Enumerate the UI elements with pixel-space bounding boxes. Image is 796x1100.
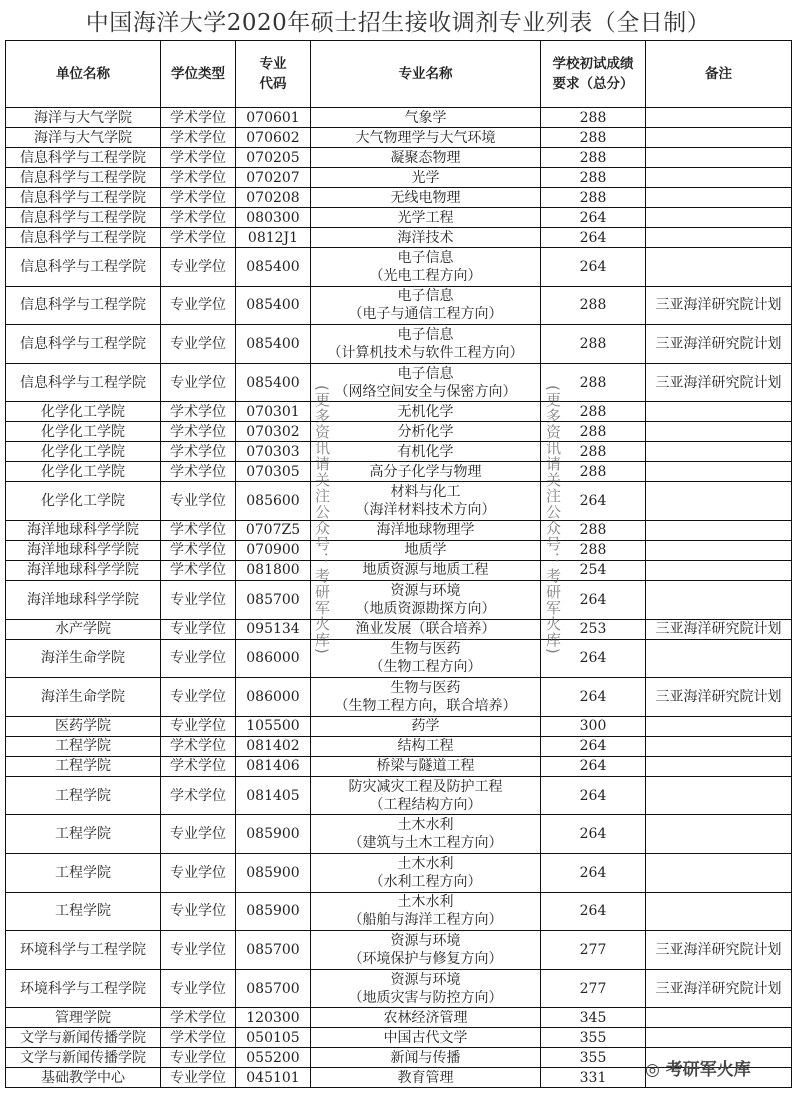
table-row <box>6 853 792 892</box>
cell-degree-type: 专业学位 <box>161 286 236 325</box>
cell-remark <box>646 815 792 854</box>
table-row <box>6 736 792 756</box>
cell-unit-name: 化学化工学院 <box>6 482 161 521</box>
cell-remark <box>646 560 792 580</box>
cell-degree-type: 学术学位 <box>161 756 236 776</box>
wechat-logo <box>645 1055 751 1080</box>
cell-degree-type: 专业学位 <box>161 619 236 639</box>
cell-degree-type: 学术学位 <box>161 208 236 228</box>
cell-major-name: 高分子化学与物理 <box>311 462 541 482</box>
cell-min-score: 264 <box>541 482 646 521</box>
cell-min-score: 288 <box>541 188 646 208</box>
table-row <box>6 228 792 248</box>
cell-unit-name: 信息科学与工程学院 <box>6 248 161 287</box>
cell-min-score: 288 <box>541 402 646 422</box>
cell-major-code: 070207 <box>236 168 311 188</box>
table-row <box>6 716 792 736</box>
cell-degree-type: 专业学位 <box>161 853 236 892</box>
table-row <box>6 108 792 128</box>
cell-major-code: 0707Z5 <box>236 520 311 540</box>
table-row <box>6 325 792 364</box>
cell-degree-type: 学术学位 <box>161 228 236 248</box>
cell-major-code: 070900 <box>236 540 311 560</box>
cell-degree-type: 专业学位 <box>161 815 236 854</box>
cell-remark: 三亚海洋研究院计划 <box>646 969 792 1008</box>
cell-major-code: 085900 <box>236 815 311 854</box>
cell-major-code: 085400 <box>236 286 311 325</box>
cell-min-score: 253 <box>541 619 646 639</box>
cell-unit-name: 工程学院 <box>6 776 161 815</box>
cell-unit-name: 工程学院 <box>6 815 161 854</box>
cell-remark <box>646 402 792 422</box>
cell-min-score: 264 <box>541 248 646 287</box>
cell-min-score: 264 <box>541 580 646 619</box>
cell-degree-type: 学术学位 <box>161 736 236 756</box>
cell-remark <box>646 540 792 560</box>
cell-unit-name: 海洋生命学院 <box>6 639 161 678</box>
cell-unit-name: 信息科学与工程学院 <box>6 168 161 188</box>
cell-major-name: 电子信息 （网络空间安全与保密方向） <box>311 363 541 402</box>
cell-major-code: 050105 <box>236 1028 311 1048</box>
cell-remark: 三亚海洋研究院计划 <box>646 678 792 717</box>
cell-min-score: 345 <box>541 1008 646 1028</box>
page-title: 中国海洋大学2020年硕士招生接收调剂专业列表（全日制） <box>85 10 711 36</box>
cell-remark <box>646 736 792 756</box>
cell-unit-name: 海洋生命学院 <box>6 678 161 717</box>
cell-major-name: 分析化学 <box>311 422 541 442</box>
cell-major-name: 材料与化工 （海洋材料技术方向） <box>311 482 541 521</box>
cell-major-code: 086000 <box>236 678 311 717</box>
cell-degree-type: 学术学位 <box>161 560 236 580</box>
table-row <box>6 208 792 228</box>
cell-major-code: 081406 <box>236 756 311 776</box>
cell-min-score: 355 <box>541 1048 646 1068</box>
cell-major-name: 海洋技术 <box>311 228 541 248</box>
cell-major-code: 070208 <box>236 188 311 208</box>
cell-major-name: 海洋地球物理学 <box>311 520 541 540</box>
cell-min-score: 288 <box>541 462 646 482</box>
cell-degree-type: 学术学位 <box>161 1008 236 1028</box>
cell-degree-type: 专业学位 <box>161 482 236 521</box>
cell-remark: 三亚海洋研究院计划 <box>646 286 792 325</box>
table-row <box>6 678 792 717</box>
cell-unit-name: 工程学院 <box>6 892 161 931</box>
cell-remark <box>646 1028 792 1048</box>
cell-remark <box>646 188 792 208</box>
cell-degree-type: 学术学位 <box>161 442 236 462</box>
table-row <box>6 422 792 442</box>
cell-major-name: 大气物理学与大气环境 <box>311 128 541 148</box>
table-row <box>6 520 792 540</box>
cell-min-score: 264 <box>541 756 646 776</box>
header-degree-type: 学位类型 <box>161 41 236 108</box>
table-row <box>6 892 792 931</box>
cell-major-name: 结构工程 <box>311 736 541 756</box>
cell-unit-name: 基础教学中心 <box>6 1068 161 1088</box>
table-row <box>6 969 792 1008</box>
cell-degree-type: 专业学位 <box>161 931 236 970</box>
cell-min-score: 300 <box>541 716 646 736</box>
cell-major-name: 电子信息 （电子与通信工程方向） <box>311 286 541 325</box>
cell-major-name: 桥梁与隧道工程 <box>311 756 541 776</box>
cell-unit-name: 信息科学与工程学院 <box>6 286 161 325</box>
cell-major-code: 085600 <box>236 482 311 521</box>
cell-unit-name: 化学化工学院 <box>6 422 161 442</box>
cell-min-score: 277 <box>541 931 646 970</box>
cell-degree-type: 学术学位 <box>161 402 236 422</box>
majors-table <box>5 40 792 1088</box>
cell-unit-name: 管理学院 <box>6 1008 161 1028</box>
cell-major-code: 070303 <box>236 442 311 462</box>
cell-unit-name: 化学化工学院 <box>6 462 161 482</box>
cell-min-score: 264 <box>541 639 646 678</box>
cell-major-code: 081402 <box>236 736 311 756</box>
cell-remark <box>646 248 792 287</box>
table-row <box>6 756 792 776</box>
cell-major-name: 农林经济管理 <box>311 1008 541 1028</box>
cell-unit-name: 海洋地球科学学院 <box>6 540 161 560</box>
cell-min-score: 288 <box>541 540 646 560</box>
cell-major-name: 资源与环境 （环境保护与修复方向） <box>311 931 541 970</box>
cell-major-code: 085400 <box>236 248 311 287</box>
cell-major-name: 土木水利 （建筑与土木工程方向） <box>311 815 541 854</box>
cell-unit-name: 海洋地球科学学院 <box>6 560 161 580</box>
cell-major-code: 085400 <box>236 325 311 364</box>
cell-major-code: 085900 <box>236 892 311 931</box>
table-row <box>6 1008 792 1028</box>
cell-major-code: 0812J1 <box>236 228 311 248</box>
cell-major-code: 080300 <box>236 208 311 228</box>
cell-min-score: 264 <box>541 208 646 228</box>
cell-major-name: 无线电物理 <box>311 188 541 208</box>
cell-degree-type: 学术学位 <box>161 168 236 188</box>
cell-major-name: 资源与环境 （地质灾害与防控方向） <box>311 969 541 1008</box>
cell-min-score: 288 <box>541 325 646 364</box>
cell-major-name: 有机化学 <box>311 442 541 462</box>
cell-major-code: 085700 <box>236 969 311 1008</box>
logo-text: 考研军火库 <box>665 1060 751 1080</box>
cell-min-score: 264 <box>541 815 646 854</box>
cell-major-code: 070601 <box>236 108 311 128</box>
header-major-name: 专业名称 <box>311 41 541 108</box>
header-remark: 备注 <box>646 41 792 108</box>
cell-unit-name: 信息科学与工程学院 <box>6 363 161 402</box>
header-major-code: 专业 代码 <box>236 41 311 108</box>
table-row <box>6 560 792 580</box>
cell-min-score: 277 <box>541 969 646 1008</box>
cell-major-code: 070602 <box>236 128 311 148</box>
cell-remark <box>646 520 792 540</box>
cell-degree-type: 专业学位 <box>161 248 236 287</box>
cell-major-name: 渔业发展（联合培养） <box>311 619 541 639</box>
cell-major-code: 081405 <box>236 776 311 815</box>
cell-degree-type: 学术学位 <box>161 128 236 148</box>
cell-unit-name: 文学与新闻传播学院 <box>6 1028 161 1048</box>
cell-degree-type: 学术学位 <box>161 188 236 208</box>
table-row <box>6 580 792 619</box>
cell-unit-name: 海洋地球科学学院 <box>6 580 161 619</box>
cell-major-name: 教育管理 <box>311 1068 541 1088</box>
cell-min-score: 288 <box>541 286 646 325</box>
cell-remark <box>646 422 792 442</box>
cell-remark <box>646 580 792 619</box>
cell-major-code: 085700 <box>236 580 311 619</box>
cell-min-score: 264 <box>541 892 646 931</box>
table-row <box>6 540 792 560</box>
cell-unit-name: 信息科学与工程学院 <box>6 228 161 248</box>
cell-unit-name: 海洋与大气学院 <box>6 108 161 128</box>
cell-degree-type: 专业学位 <box>161 678 236 717</box>
cell-unit-name: 工程学院 <box>6 756 161 776</box>
cell-major-name: 光学 <box>311 168 541 188</box>
cell-degree-type: 专业学位 <box>161 1068 236 1088</box>
cell-remark: 三亚海洋研究院计划 <box>646 619 792 639</box>
cell-remark <box>646 228 792 248</box>
cell-unit-name: 环境科学与工程学院 <box>6 931 161 970</box>
cell-degree-type: 专业学位 <box>161 580 236 619</box>
cell-unit-name: 信息科学与工程学院 <box>6 325 161 364</box>
table-row <box>6 248 792 287</box>
wechat-icon: ◎ <box>645 1060 666 1080</box>
cell-remark <box>646 482 792 521</box>
cell-min-score: 288 <box>541 148 646 168</box>
cell-major-name: 防灾减灾工程及防护工程 （工程结构方向） <box>311 776 541 815</box>
cell-remark: 三亚海洋研究院计划 <box>646 325 792 364</box>
cell-unit-name: 信息科学与工程学院 <box>6 208 161 228</box>
cell-degree-type: 学术学位 <box>161 540 236 560</box>
cell-unit-name: 信息科学与工程学院 <box>6 188 161 208</box>
cell-remark <box>646 756 792 776</box>
cell-min-score: 331 <box>541 1068 646 1088</box>
cell-major-code: 086000 <box>236 639 311 678</box>
cell-remark <box>646 108 792 128</box>
table-row <box>6 148 792 168</box>
cell-unit-name: 化学化工学院 <box>6 442 161 462</box>
cell-remark <box>646 1008 792 1028</box>
cell-major-code: 085400 <box>236 363 311 402</box>
cell-major-code: 120300 <box>236 1008 311 1028</box>
cell-degree-type: 学术学位 <box>161 108 236 128</box>
cell-major-code: 085900 <box>236 853 311 892</box>
table-row <box>6 619 792 639</box>
table-row <box>6 188 792 208</box>
cell-degree-type: 专业学位 <box>161 892 236 931</box>
cell-major-name: 土木水利 （水利工程方向） <box>311 853 541 892</box>
table-header-row <box>6 41 792 108</box>
cell-major-code: 105500 <box>236 716 311 736</box>
table-row <box>6 639 792 678</box>
cell-major-name: 中国古代文学 <box>311 1028 541 1048</box>
cell-remark <box>646 442 792 462</box>
cell-degree-type: 学术学位 <box>161 462 236 482</box>
cell-unit-name: 工程学院 <box>6 853 161 892</box>
cell-min-score: 355 <box>541 1028 646 1048</box>
cell-unit-name: 化学化工学院 <box>6 402 161 422</box>
cell-remark: 三亚海洋研究院计划 <box>646 931 792 970</box>
cell-major-code: 045101 <box>236 1068 311 1088</box>
cell-degree-type: 专业学位 <box>161 363 236 402</box>
cell-degree-type: 专业学位 <box>161 1048 236 1068</box>
cell-min-score: 264 <box>541 736 646 756</box>
cell-major-name: 凝聚态物理 <box>311 148 541 168</box>
cell-min-score: 288 <box>541 128 646 148</box>
cell-unit-name: 工程学院 <box>6 736 161 756</box>
cell-remark: 三亚海洋研究院计划 <box>646 363 792 402</box>
cell-major-name: 地质资源与地质工程 <box>311 560 541 580</box>
cell-unit-name: 海洋地球科学学院 <box>6 520 161 540</box>
table-row <box>6 462 792 482</box>
cell-major-name: 光学工程 <box>311 208 541 228</box>
cell-major-name: 电子信息 （计算机技术与软件工程方向） <box>311 325 541 364</box>
cell-major-code: 070305 <box>236 462 311 482</box>
cell-min-score: 288 <box>541 108 646 128</box>
table-row <box>6 931 792 970</box>
table-row <box>6 776 792 815</box>
cell-unit-name: 信息科学与工程学院 <box>6 148 161 168</box>
cell-min-score: 288 <box>541 442 646 462</box>
table-row <box>6 363 792 402</box>
table-row <box>6 286 792 325</box>
table-row <box>6 1028 792 1048</box>
cell-min-score: 264 <box>541 776 646 815</box>
table-row <box>6 482 792 521</box>
cell-unit-name: 医药学院 <box>6 716 161 736</box>
cell-remark <box>646 462 792 482</box>
cell-major-name: 土木水利 （船舶与海洋工程方向） <box>311 892 541 931</box>
cell-degree-type: 专业学位 <box>161 716 236 736</box>
cell-degree-type: 学术学位 <box>161 520 236 540</box>
cell-major-code: 081800 <box>236 560 311 580</box>
table-row <box>6 402 792 422</box>
cell-major-code: 055200 <box>236 1048 311 1068</box>
cell-major-name: 新闻与传播 <box>311 1048 541 1068</box>
cell-degree-type: 专业学位 <box>161 325 236 364</box>
watermark-left: (更多资讯请关注公众号：考研军火库) <box>313 385 331 655</box>
cell-min-score: 264 <box>541 853 646 892</box>
cell-remark <box>646 776 792 815</box>
cell-min-score: 264 <box>541 228 646 248</box>
cell-remark <box>646 148 792 168</box>
cell-remark <box>646 128 792 148</box>
cell-major-name: 地质学 <box>311 540 541 560</box>
cell-major-code: 085700 <box>236 931 311 970</box>
cell-unit-name: 环境科学与工程学院 <box>6 969 161 1008</box>
cell-remark <box>646 892 792 931</box>
table-row <box>6 168 792 188</box>
cell-major-name: 无机化学 <box>311 402 541 422</box>
cell-major-name: 气象学 <box>311 108 541 128</box>
cell-unit-name: 海洋与大气学院 <box>6 128 161 148</box>
cell-major-code: 095134 <box>236 619 311 639</box>
cell-unit-name: 文学与新闻传播学院 <box>6 1048 161 1068</box>
watermark-right: (更多资讯请关注公众号：考研军火库) <box>544 385 562 655</box>
cell-major-name: 资源与环境 （地质资源勘探方向） <box>311 580 541 619</box>
cell-major-name: 药学 <box>311 716 541 736</box>
cell-remark <box>646 639 792 678</box>
header-min-score: 学校初试成绩 要求（总分） <box>541 41 646 108</box>
cell-degree-type: 学术学位 <box>161 1028 236 1048</box>
cell-remark <box>646 853 792 892</box>
cell-degree-type: 专业学位 <box>161 969 236 1008</box>
cell-major-code: 070302 <box>236 422 311 442</box>
table-row <box>6 815 792 854</box>
cell-degree-type: 学术学位 <box>161 776 236 815</box>
cell-min-score: 254 <box>541 560 646 580</box>
cell-degree-type: 专业学位 <box>161 639 236 678</box>
cell-min-score: 264 <box>541 678 646 717</box>
cell-major-name: 生物与医药 （生物工程方向，联合培养） <box>311 678 541 717</box>
cell-degree-type: 学术学位 <box>161 148 236 168</box>
cell-unit-name: 水产学院 <box>6 619 161 639</box>
cell-major-code: 070301 <box>236 402 311 422</box>
cell-min-score: 288 <box>541 168 646 188</box>
table-row <box>6 128 792 148</box>
table-row <box>6 442 792 462</box>
cell-min-score: 288 <box>541 363 646 402</box>
cell-remark <box>646 208 792 228</box>
cell-min-score: 288 <box>541 520 646 540</box>
cell-major-name: 电子信息 （光电工程方向） <box>311 248 541 287</box>
cell-remark <box>646 716 792 736</box>
cell-degree-type: 学术学位 <box>161 422 236 442</box>
cell-major-code: 070205 <box>236 148 311 168</box>
header-unit-name: 单位名称 <box>6 41 161 108</box>
cell-min-score: 288 <box>541 422 646 442</box>
cell-remark <box>646 168 792 188</box>
cell-major-name: 生物与医药 （生物工程方向） <box>311 639 541 678</box>
